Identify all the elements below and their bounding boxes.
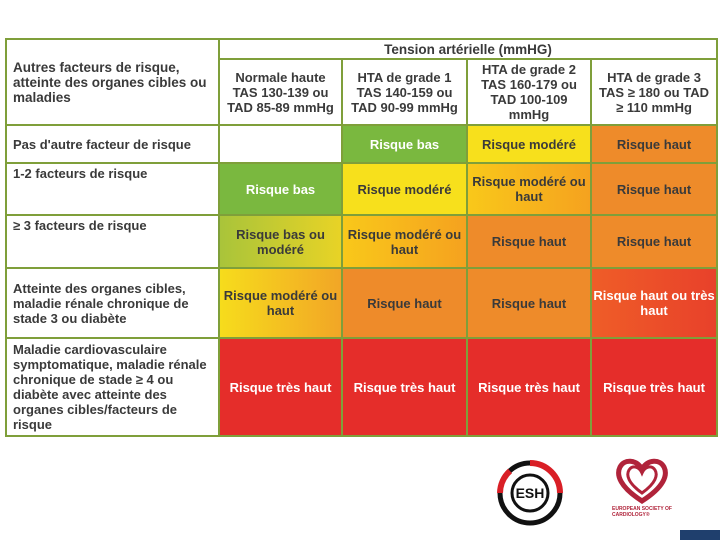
esh-logo-text: ESH: [515, 485, 545, 501]
table-row: [6, 163, 717, 215]
row-header: Atteinte des organes cibles, maladie rénale chronique de stade 3 ou diabète: [6, 268, 219, 338]
corner-header: Autres facteurs de risque, atteinte des organes cibles ou maladies: [6, 39, 219, 125]
table-row: [6, 215, 717, 268]
column-header-grade-1: HTA de grade 1 TAS 140-159 ou TAD 90-99 mmHg: [342, 59, 467, 125]
risk-cell: Risque très haut: [467, 338, 591, 436]
risk-cell: Risque haut: [342, 268, 467, 338]
risk-cell: Risque haut ou très haut: [591, 268, 717, 338]
risk-cell: Risque modéré ou haut: [219, 268, 342, 338]
esc-heart-logo-icon: [610, 451, 674, 529]
column-header-grade-3: HTA de grade 3 TAS ≥ 180 ou TAD ≥ 110 mmHg: [591, 59, 717, 125]
esc-logo-text: EUROPEAN SOCIETY OF CARDIOLOGY®: [612, 506, 672, 518]
risk-cell: Risque modéré ou haut: [467, 163, 591, 215]
risk-cell: Risque modéré: [342, 163, 467, 215]
table-row: [6, 338, 717, 436]
table-row: [6, 268, 717, 338]
row-header: ≥ 3 facteurs de risque: [6, 215, 219, 268]
risk-cell: Risque modéré: [467, 125, 591, 163]
risk-cell: Risque très haut: [342, 338, 467, 436]
row-header: 1-2 facteurs de risque: [6, 163, 219, 215]
risk-cell: [219, 125, 342, 163]
row-header: Maladie cardiovasculaire symptomatique, maladie rénale chronique de stade ≥ 4 ou diabète avec atteinte des organes cibles/facteurs de risque: [6, 338, 219, 436]
row-header: Pas d'autre facteur de risque: [6, 125, 219, 163]
risk-cell: Risque haut: [591, 215, 717, 268]
table-row: [6, 125, 717, 163]
risk-cell: Risque haut: [467, 215, 591, 268]
column-header-normale-haute: Normale haute TAS 130-139 ou TAD 85-89 mmHg: [219, 59, 342, 125]
risk-cell: Risque haut: [591, 125, 717, 163]
risk-cell: Risque haut: [591, 163, 717, 215]
corner-decoration-bar: [680, 530, 720, 540]
esh-logo-icon: [496, 455, 564, 531]
tension-header: Tension artérielle (mmHG): [219, 39, 717, 59]
column-header-grade-2: HTA de grade 2 TAS 160-179 ou TAD 100-109 mmHg: [467, 59, 591, 125]
risk-stratification-table: [5, 38, 718, 437]
risk-cell: Risque bas: [219, 163, 342, 215]
risk-cell: Risque bas ou modéré: [219, 215, 342, 268]
risk-cell: Risque bas: [342, 125, 467, 163]
risk-cell: Risque haut: [467, 268, 591, 338]
risk-cell: Risque très haut: [219, 338, 342, 436]
risk-cell: Risque modéré ou haut: [342, 215, 467, 268]
risk-cell: Risque très haut: [591, 338, 717, 436]
